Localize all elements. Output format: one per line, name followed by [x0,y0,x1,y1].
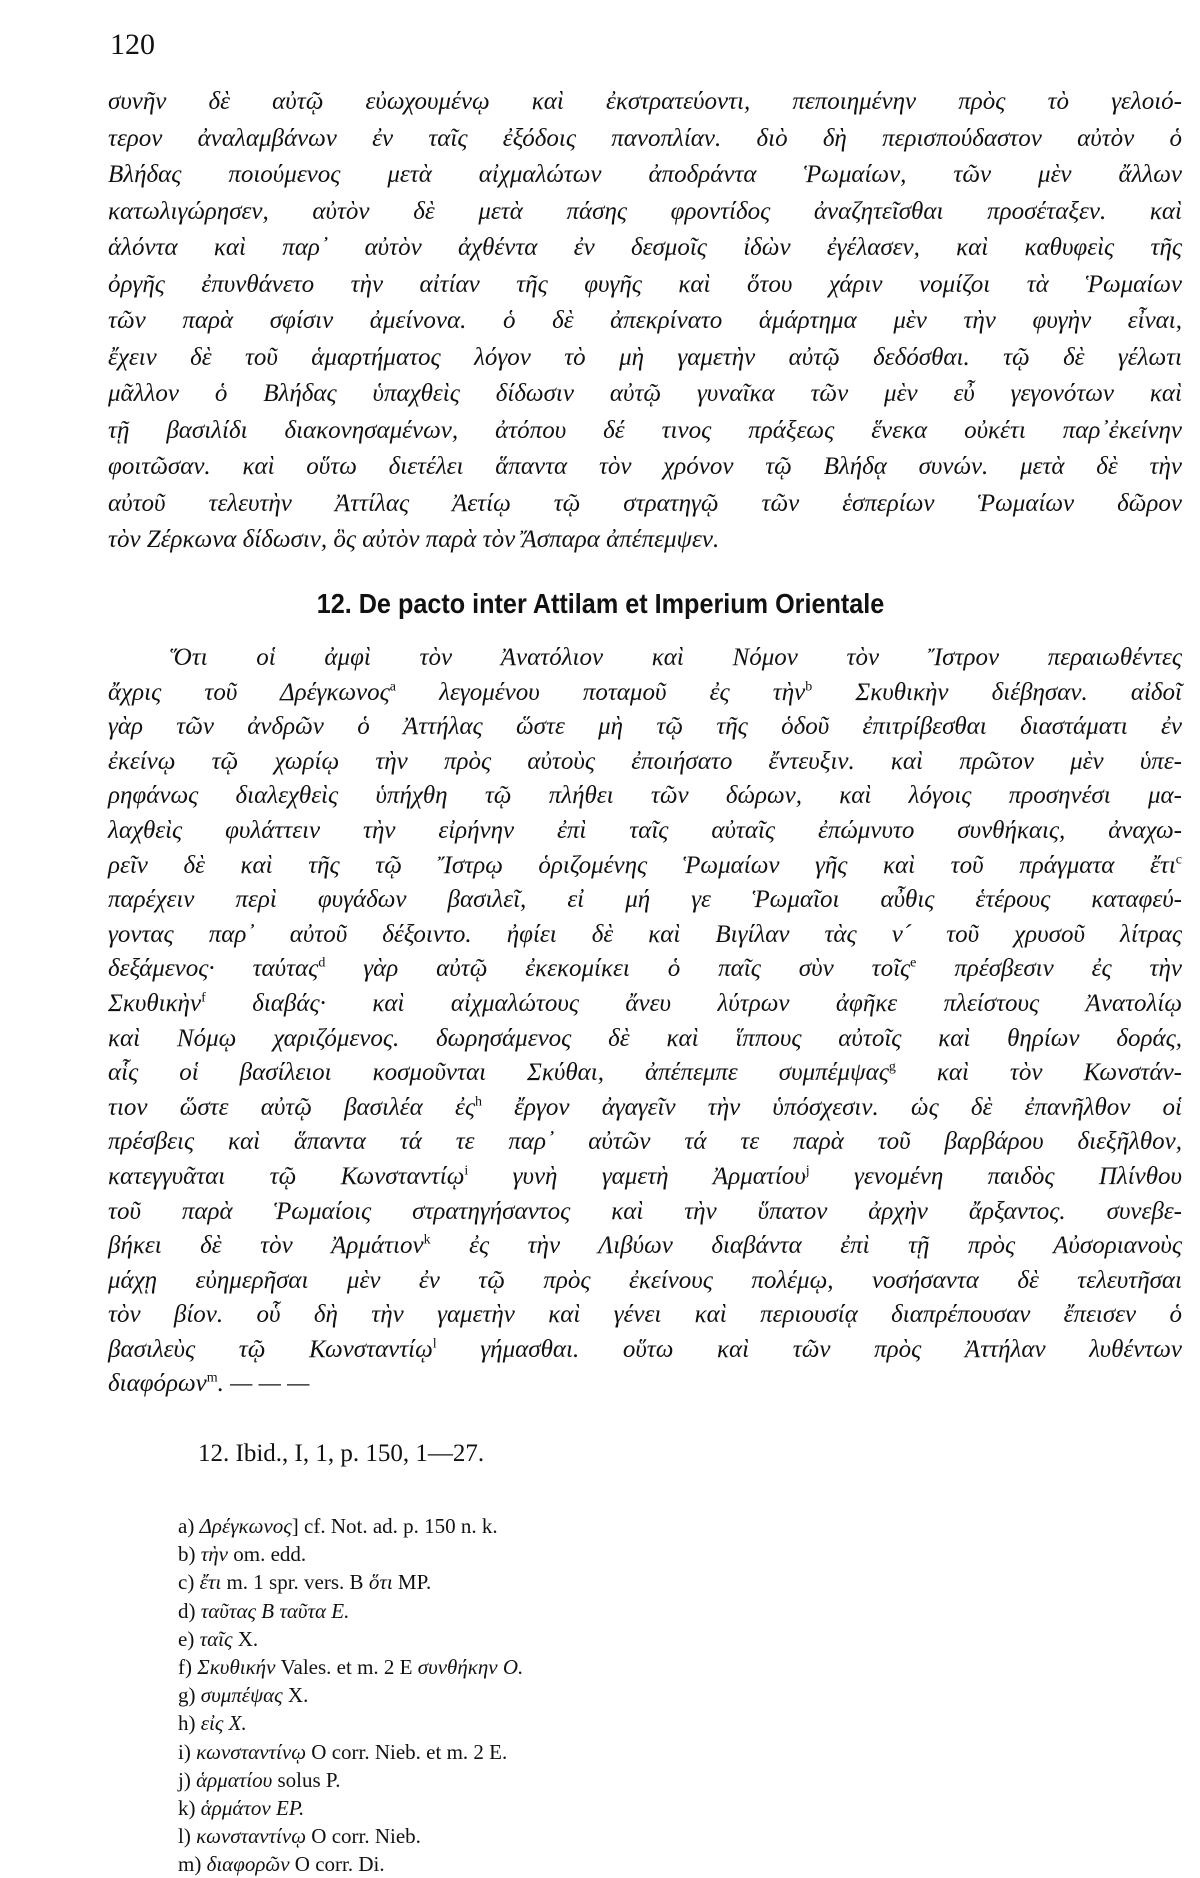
text-line [108,779,1182,814]
text-span: λαχθεὶς φυλάττειν τὴν εἰρήνην ἐπὶ ταῖς αὐταῖς ἐπώμνυτο συνθήκαις, ἀναχω- [108,816,1182,844]
text-line [108,849,1182,884]
text-span: διαβάς· καὶ αἰχμαλώτους ἄνευ λύτρων ἀφῆκε πλείστους Ἀνατολίῳ [205,989,1182,1017]
text-line [108,1264,1182,1299]
footnote [178,1625,523,1653]
text-span: καὶ Νόμῳ χαριζόμενος. δωρησάμενος δὲ καὶ ἵππους αὐτοῖς καὶ θηρίων δοράς, [108,1024,1182,1052]
text-span: m. 1 spr. vers. B [221,1570,369,1595]
footnote [178,1568,523,1596]
text-span: j) [178,1767,197,1792]
text-span: βήκει δὲ τὸν Ἀρμάτιον [108,1232,424,1260]
footnote [178,1766,523,1794]
text-span: f) [178,1654,198,1679]
text-span: κατεγγυᾶται τῷ Κωνσταντίῳ [108,1162,465,1190]
text-span: διαφόρων [108,1370,207,1398]
text-span: ἄχρις τοῦ Δρέγκωνος [108,678,390,706]
text-span: τὸν βίον. οὗ δὴ τὴν γαμετὴν καὶ γένει καὶ περιουσίᾳ διαπρέπουσαν ἔπεισεν ὁ [108,1301,1182,1329]
footnote-marker: j [805,1163,810,1179]
text-line [108,676,1182,711]
text-span: ἁρματίου [196,1767,273,1792]
text-line [108,1056,1182,1091]
text-span: τερον ἀναλαμβάνων ἐν ταῖς ἐξόδοις πανοπλίαν. διὸ δὴ περισπούδαστον αὐτὸν ὁ [108,124,1182,152]
text-span: om. edd. [228,1542,307,1567]
text-line [108,1125,1182,1160]
text-span: κατωλιγώρησεν, αὐτὸν δὲ μετὰ πάσης φροντίδος ἀναζητεῖσθαι προσέταξεν. καὶ [108,197,1182,225]
footnote [178,1850,523,1878]
footnote-marker: l [432,1336,437,1352]
text-line [108,1333,1182,1368]
text-line [108,1367,1182,1402]
text-span: i) [178,1739,197,1764]
text-span: ταῦτας B ταῦτα E. [200,1598,350,1623]
text-span: ρεῖν δὲ καὶ τῆς τῷ Ἴστρῳ ὁριζομένης Ῥωμαίων γῆς καὶ τοῦ πράγματα ἔτι [108,851,1176,879]
text-span: O corr. Di. [289,1852,385,1877]
text-span: αὐτοῦ τελευτὴν Ἀττίλας Ἀετίῳ τῷ στρατηγῷ τῶν ἑσπερίων Ῥωμαίων δῶρον [108,489,1182,517]
text-line [108,413,1182,450]
text-line [108,987,1182,1022]
text-line [108,157,1182,194]
text-span: εἰς X. [200,1711,247,1736]
text-span: O corr. Nieb. et m. 2 E. [306,1739,508,1764]
text-span: l) [178,1824,197,1849]
text-span: συνθήκην O. [417,1654,524,1679]
text-line [108,84,1182,121]
text-span: ἁλόντα καὶ παρ᾽ αὐτὸν ἀχθέντα ἐν δεσμοῖς ἰδὼν ἐγέλασεν, καὶ καθυφεὶς τῆς [108,234,1182,261]
text-span: . — — — [217,1370,310,1398]
text-line [108,918,1182,953]
text-span: παρέχειν περὶ φυγάδων βασιλεῖ, εἰ μή γε Ῥωμαῖοι αὖθις ἑτέρους καταφεύ- [108,886,1182,914]
text-span: a) [178,1514,200,1538]
text-span: h) [178,1711,201,1736]
text-line [108,952,1182,987]
text-span: c) [178,1570,200,1595]
text-line [108,230,1182,267]
text-span: τὴν [200,1542,229,1567]
text-span: X. [232,1626,259,1651]
text-span: τὸν Ζέρκωνα δίδωσιν, ὃς αὐτὸν παρὰ τὸν Ἄσπαρα ἀπέπεμψεν. [108,526,720,553]
text-span: Σκυθικήν [197,1654,276,1679]
footnote [178,1597,523,1625]
text-span: X. [282,1683,309,1708]
footnote [178,1794,523,1822]
text-line [108,710,1182,745]
text-span: καὶ τὸν Κωνστάν- [895,1059,1182,1087]
text-span: ταῖς [199,1626,233,1651]
text-span: k) [178,1795,201,1820]
text-line [108,194,1182,231]
footnote-marker: k [423,1232,431,1248]
text-line [108,303,1182,340]
text-line [108,376,1182,413]
text-line [108,745,1182,780]
text-line [108,449,1182,486]
footnote [178,1681,523,1709]
text-span: Σκυθικὴν [108,989,202,1017]
text-span: ἔτι [199,1570,222,1595]
text-line [108,1298,1182,1333]
text-span: πρέσβεσιν ἐς τὴν [916,955,1182,983]
text-span: ἁρμάτον EP. [200,1795,305,1820]
text-span: ὀργῆς ἐπυνθάνετο τὴν αἰτίαν τῆς φυγῆς καὶ ὅτου χάριν νομίζοι τὰ Ῥωμαίων [108,270,1182,298]
text-span: τῇ βασιλίδι διακονησαμένων, ἀτόπου δέ τινος πράξεως ἕνεκα οὐκέτι παρ᾽ἐκείνην [108,416,1182,444]
text-span: τῶν παρὰ σφίσιν ἀμείνονα. ὁ δὲ ἀπεκρίνατο ἁμάρτημα μὲν τὴν φυγὴν εἶναι, [108,307,1182,334]
text-span: Βλήδας ποιούμενος μετὰ αἰχμαλώτων ἀποδράντα Ῥωμαίων, τῶν μὲν ἄλλων [108,161,1182,188]
footnote-marker: m [206,1371,218,1387]
text-span: φοιτῶσαν. καὶ οὕτω διετέλει ἅπαντα τὸν χρόνον τῷ Βλήδᾳ συνών. μετὰ δὲ τὴν [108,453,1182,480]
text-span: γυνὴ γαμετὴ Ἀρματίου [468,1162,806,1190]
text-span: λεγομένου ποταμοῦ ἐς τὴν [396,678,806,706]
text-line [108,486,1182,523]
text-span: m) [178,1852,207,1877]
footnote-marker: i [464,1163,469,1179]
text-span: ἔργον ἀγαγεῖν τὴν ὑπόσχεσιν. ὡς δὲ ἐπανῆλθον οἱ [481,1093,1182,1121]
text-span: πρέσβεις καὶ ἅπαντα τά τε παρ᾽ αὐτῶν τά τε παρὰ τοῦ βαρβάρου διεξῆλθον, [108,1128,1182,1156]
text-span: γήμασθαι. οὕτω καὶ τῶν πρὸς Ἀττήλαν λυθέντων [436,1335,1182,1363]
text-span: γενομένη παιδὸς Πλίνθου [809,1162,1183,1190]
footnote-marker: c [1175,852,1182,868]
text-span: δεξάμενος· ταύτας [108,955,319,983]
section-heading: 12. De pacto inter Attilam et Imperium Orientale [316,588,885,619]
text-span: τιον ὥστε αὐτῷ βασιλέα ἐς [108,1093,475,1121]
text-span: ] cf. Not. ad. p. 150 n. k. [291,1514,498,1538]
page-number: 120 [110,28,155,61]
footnote-marker: h [474,1094,482,1110]
text-span: τοῦ παρὰ Ῥωμαίοις στρατηγήσαντος καὶ τὴν ὕπατον ἀρχὴν ἄρξαντος. συνεβε- [108,1197,1182,1225]
text-span: e) [178,1626,200,1651]
text-span: ἐκείνῳ τῷ χωρίῳ τὴν πρὸς αὐτοὺς ἐποιήσατο ἔντευξιν. καὶ πρῶτον μὲν ὑπε- [108,747,1182,775]
section-11-text [108,84,1182,559]
text-span: ἐς τὴν Λιβύων διαβάντα ἐπὶ τῇ πρὸς Αὐσοριανοὺς [430,1232,1182,1260]
text-line [108,1160,1182,1195]
text-span: solus P. [272,1767,341,1792]
text-span: g) [178,1683,201,1708]
footnote [178,1709,523,1737]
text-span: Δρέγκωνος [199,1514,292,1538]
text-span: ἔχειν δὲ τοῦ ἁμαρτήματος λόγον τὸ μὴ γαμετὴν αὐτῷ δεδόσθαι. τῷ δὲ γέλωτι [108,343,1182,371]
text-line [108,340,1182,377]
footnote-marker: a [389,679,396,695]
text-line [108,267,1182,304]
text-span: γὰρ τῶν ἀνδρῶν ὁ Ἀττήλας ὥστε μὴ τῷ τῆς ὁδοῦ ἐπιτρίβεσθαι διαστάματι ἐν [108,713,1182,741]
text-line [108,522,1182,559]
text-span: ὅτι [368,1570,393,1595]
apparatus-footnotes [178,1512,523,1878]
text-span: MP. [392,1570,432,1595]
text-line [108,121,1182,158]
section-12-text [108,641,1182,1402]
footnote [178,1512,523,1540]
text-span: συμπέψας [200,1683,283,1708]
text-span: O corr. Nieb. [306,1824,421,1849]
text-line [108,641,1182,676]
text-line [108,883,1182,918]
text-span: b) [178,1542,201,1567]
text-span: κωνσταντίνῳ [196,1739,307,1764]
text-line [108,1229,1182,1264]
text-span: συνῆν δὲ αὐτῷ εὐωχουμένῳ καὶ ἐκστρατεύοντι, πεποιημένην πρὸς τὸ γελοιό- [108,88,1182,115]
text-line [108,1091,1182,1126]
text-line [108,814,1182,849]
text-line [108,1022,1182,1057]
text-span: Σκυθικὴν διέβησαν. αἰδοῖ [812,678,1182,706]
text-span: κωνσταντίνῳ [196,1824,307,1849]
text-span: ρηφάνως διαλεχθεὶς ὑπήχθη τῷ πλήθει τῶν δώρων, καὶ λόγοις προσηνέσι μα- [108,782,1182,810]
text-line [108,1195,1182,1230]
text-span: d) [178,1598,201,1623]
text-span: Vales. et m. 2 E [275,1654,418,1679]
text-span: αἷς οἱ βασίλειοι κοσμοῦνται Σκύθαι, ἀπέπεμπε συμπέμψας [108,1059,889,1087]
footnote-marker: d [318,956,326,972]
text-span: γοντας παρ᾽ αὐτοῦ δέξοιντο. ἠφίει δὲ καὶ Βιγίλαν τὰς ν´ τοῦ χρυσοῦ λίτρας [108,920,1182,948]
text-span: γὰρ αὐτῷ ἐκεκομίκει ὁ παῖς σὺν τοῖς [325,955,911,983]
footnote-marker: b [805,679,813,695]
text-span: μᾶλλον ὁ Βλήδας ὑπαχθεὶς δίδωσιν αὐτῷ γυναῖκα τῶν μὲν εὖ γεγονότων καὶ [108,380,1182,407]
footnote [178,1738,523,1766]
footnote [178,1540,523,1568]
footnote [178,1822,523,1850]
footnote-marker: e [910,956,917,972]
text-span: Ὅτι οἱ ἀμφὶ τὸν Ἀνατόλιον καὶ Νόμον τὸν Ἴστρον περαιωθέντες [170,644,1182,671]
source-reference: 12. Ibid., I, 1, p. 150, 1—27. [198,1440,485,1467]
text-span: βασιλεὺς τῷ Κωνσταντίῳ [108,1335,433,1363]
footnote [178,1653,523,1681]
footnote-marker: g [888,1059,896,1075]
text-span: μάχῃ εὐημερῆσαι μὲν ἐν τῷ πρὸς ἐκείνους πολέμῳ, νοσήσαντα δὲ τελευτῆσαι [108,1266,1182,1294]
text-span: διαφορῶν [206,1852,290,1877]
footnote-marker: f [201,990,206,1006]
